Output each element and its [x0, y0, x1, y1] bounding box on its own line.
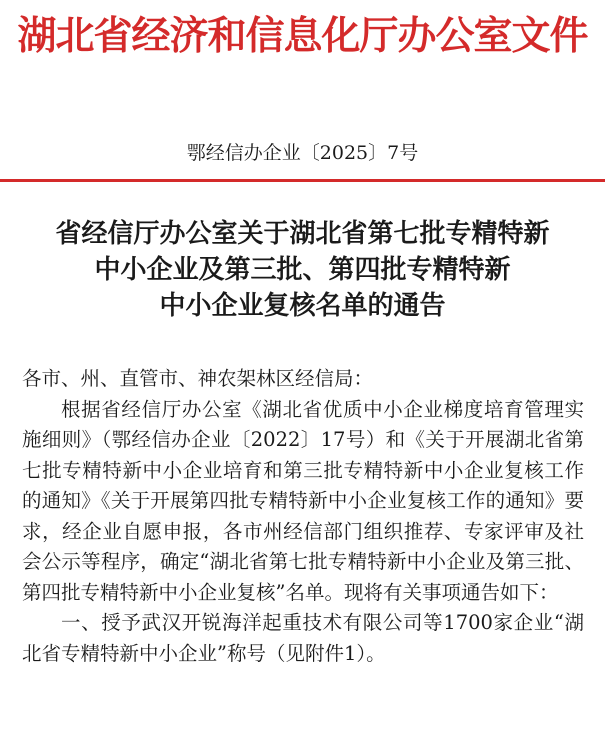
title-line: 中小企业复核名单的通告 — [159, 291, 446, 321]
title-line: 省经信厅办公室关于湖北省第七批专精特新 — [55, 219, 550, 249]
issuer-header-title: 湖北省经济和信息化厅办公室文件 — [17, 14, 588, 59]
document-title — [0, 216, 605, 324]
title-line: 中小企业及第三批、第四批专精特新 — [94, 255, 511, 285]
body-paragraph: 根据省经信厅办公室《湖北省优质中小企业梯度培育管理实施细则》（鄂经信办企业〔2022〕17号）和《关于开展湖北省第七批专精特新中小企业培育和第三批专精特新中小企业复核工作的通知》《关于开展第四批专精特新中小企业复核工作的通知》要求，经企业自愿申报，各市州经信部门组织推荐、专家评审及社会公示等程序，确定“湖北省第七批专精特新中小企业及第三批、第四批专精特新中小企业复核”名单。现将有关事项通告如下： — [22, 397, 584, 604]
red-divider-line — [0, 179, 605, 182]
document-body — [22, 364, 584, 669]
document-number: 鄂经信办企业〔2025〕7号 — [186, 142, 419, 164]
body-paragraph: 一、授予武汉开锐海洋起重技术有限公司等1700家企业“湖北省专精特新中小企业”称号（见附件1）。 — [22, 611, 584, 665]
salutation: 各市、州、直管市、神农架林区经信局： — [22, 367, 374, 390]
